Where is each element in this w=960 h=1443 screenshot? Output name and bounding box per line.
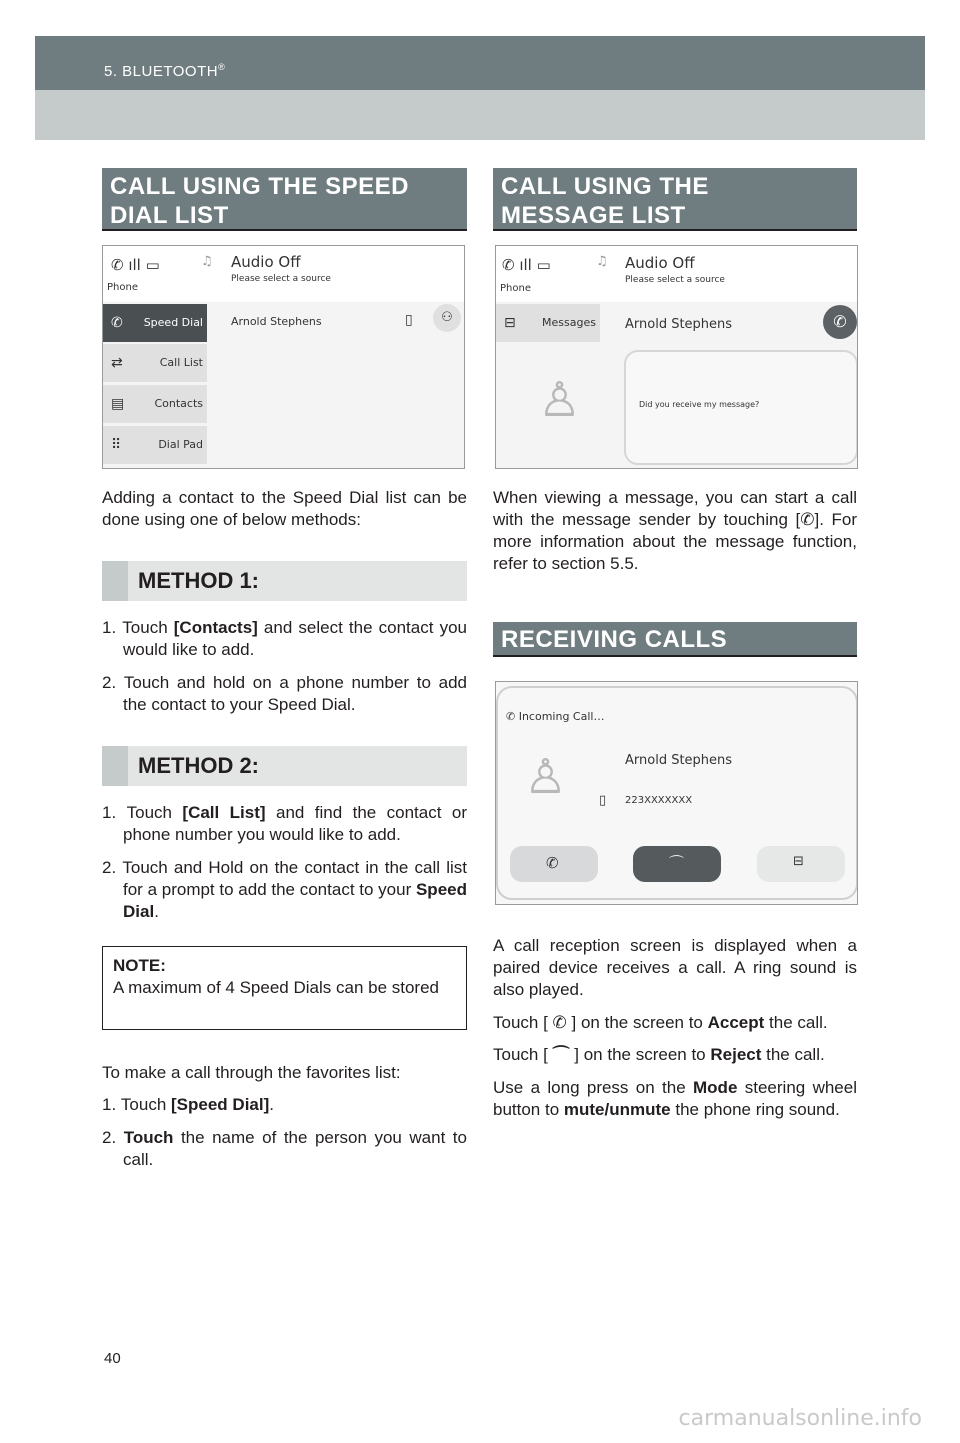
audio-title: Audio Off — [625, 254, 695, 272]
chapter-title: 5. BLUETOOTH® — [104, 62, 226, 80]
caller-number: 223XXXXXXX — [625, 795, 693, 806]
method-2-header: METHOD 2: — [102, 746, 467, 786]
phone-icon: ✆ — [506, 710, 519, 723]
message-text: Did you receive my message? — [639, 400, 760, 409]
watermark: carmanualsonline.info — [678, 1406, 922, 1431]
mobile-icon: ▯ — [405, 312, 413, 328]
favorites-step-1: 1. Touch [Speed Dial]. — [102, 1095, 274, 1114]
method-1-step-2: 2. Touch and hold on a phone number to add the contact to your Speed Dial. — [102, 673, 467, 714]
phone-icon: ✆ — [547, 1013, 572, 1032]
method-1-header: METHOD 1: — [102, 561, 467, 601]
messages-tab[interactable]: ⊟ Messages — [496, 304, 600, 342]
section-header-speed-dial: CALL USING THE SPEED DIAL LIST — [102, 168, 467, 231]
remove-contact-icon[interactable]: ⚇ — [433, 304, 461, 332]
note-body: A maximum of 4 Speed Dials can be stored — [113, 978, 439, 997]
mode-instruction: Use a long press on the Mode steering wheel button to mute/unmute the phone ring sound. — [493, 1078, 857, 1119]
note-box — [102, 946, 467, 1030]
menu-dial-pad[interactable]: ⠿ Dial Pad — [103, 426, 207, 464]
section-header-receiving-calls: RECEIVING CALLS — [493, 622, 857, 657]
message-call-paragraph: When viewing a message, you can start a call with the message sender by touching [✆]. For more information about the message function, refer to section 5.5. — [493, 488, 857, 573]
contacts-icon: ▤ — [111, 396, 125, 412]
incoming-call-screenshot — [495, 681, 858, 905]
menu-contacts[interactable]: ▤ Contacts — [103, 385, 207, 423]
audio-subtitle: Please select a source — [231, 274, 331, 284]
menu-call-list[interactable]: ⇄ Call List — [103, 344, 207, 382]
music-off-icon: ♫ — [201, 254, 213, 269]
call-list-icon: ⇄ — [111, 355, 123, 371]
message-icon: ⊟ — [504, 315, 516, 331]
dial-pad-icon: ⠿ — [111, 437, 122, 453]
accept-instruction: Touch [ ✆ ] on the screen to Accept the call. — [493, 1013, 828, 1032]
header-band-bottom — [35, 90, 925, 140]
accept-call-button[interactable] — [510, 846, 598, 882]
intro-paragraph: Adding a contact to the Speed Dial list can be done using one of below methods: — [102, 488, 467, 529]
favorites-intro: To make a call through the favorites list: — [102, 1063, 401, 1082]
method-2-step-2: 2. Touch and Hold on the contact in the call list for a prompt to add the contact to your Speed Dial. — [102, 858, 467, 921]
hang-up-icon: ⌒ — [669, 854, 685, 872]
phone-icon: ✆ — [800, 510, 815, 529]
receive-paragraph: A call reception screen is displayed when a paired device receives a call. A ring sound is also played. — [493, 936, 857, 999]
page-number: 40 — [104, 1350, 121, 1367]
avatar-icon: ♙ — [538, 372, 582, 428]
message-icon: ⊟ — [793, 854, 804, 869]
phone-icon: ✆ — [111, 315, 123, 331]
avatar-icon: ♙ — [524, 749, 568, 805]
message-list-screenshot — [495, 245, 858, 469]
hang-up-icon: ⌒ — [547, 1045, 575, 1064]
phone-signal-icon: ✆ ıll ▭ — [502, 256, 551, 274]
phone-signal-icon: ✆ ıll ▭ — [111, 256, 160, 274]
audio-subtitle: Please select a source — [625, 275, 725, 285]
message-sender-name: Arnold Stephens — [625, 317, 733, 332]
incoming-call-title: ✆ Incoming Call… — [506, 710, 605, 723]
speed-dial-contact-name[interactable]: Arnold Stephens — [231, 315, 322, 328]
phone-label: Phone — [500, 283, 531, 294]
mobile-icon: ▯ — [599, 793, 607, 808]
caller-name: Arnold Stephens — [625, 753, 733, 768]
speed-dial-screenshot — [102, 245, 465, 469]
music-off-icon: ♫ — [596, 254, 608, 269]
favorites-step-2: 2. Touch the name of the person you want to call. — [102, 1128, 467, 1169]
phone-icon: ✆ — [546, 854, 559, 872]
reject-call-button[interactable] — [633, 846, 721, 882]
reject-instruction: Touch [ ⌒ ] on the screen to Reject the call. — [493, 1045, 825, 1064]
call-sender-button[interactable]: ✆ — [823, 305, 857, 339]
phone-label: Phone — [107, 282, 138, 293]
method-2-step-1: 1. Touch [Call List] and find the contact or phone number you would like to add. — [102, 803, 467, 844]
menu-speed-dial[interactable]: ✆ Speed Dial — [103, 304, 207, 342]
section-header-message-list: CALL USING THE MESSAGE LIST — [493, 168, 857, 231]
message-reply-button[interactable] — [757, 846, 845, 882]
note-title: NOTE: — [113, 956, 166, 975]
method-1-step-1: 1. Touch [Contacts] and select the contact you would like to add. — [102, 618, 467, 659]
audio-title: Audio Off — [231, 253, 301, 271]
